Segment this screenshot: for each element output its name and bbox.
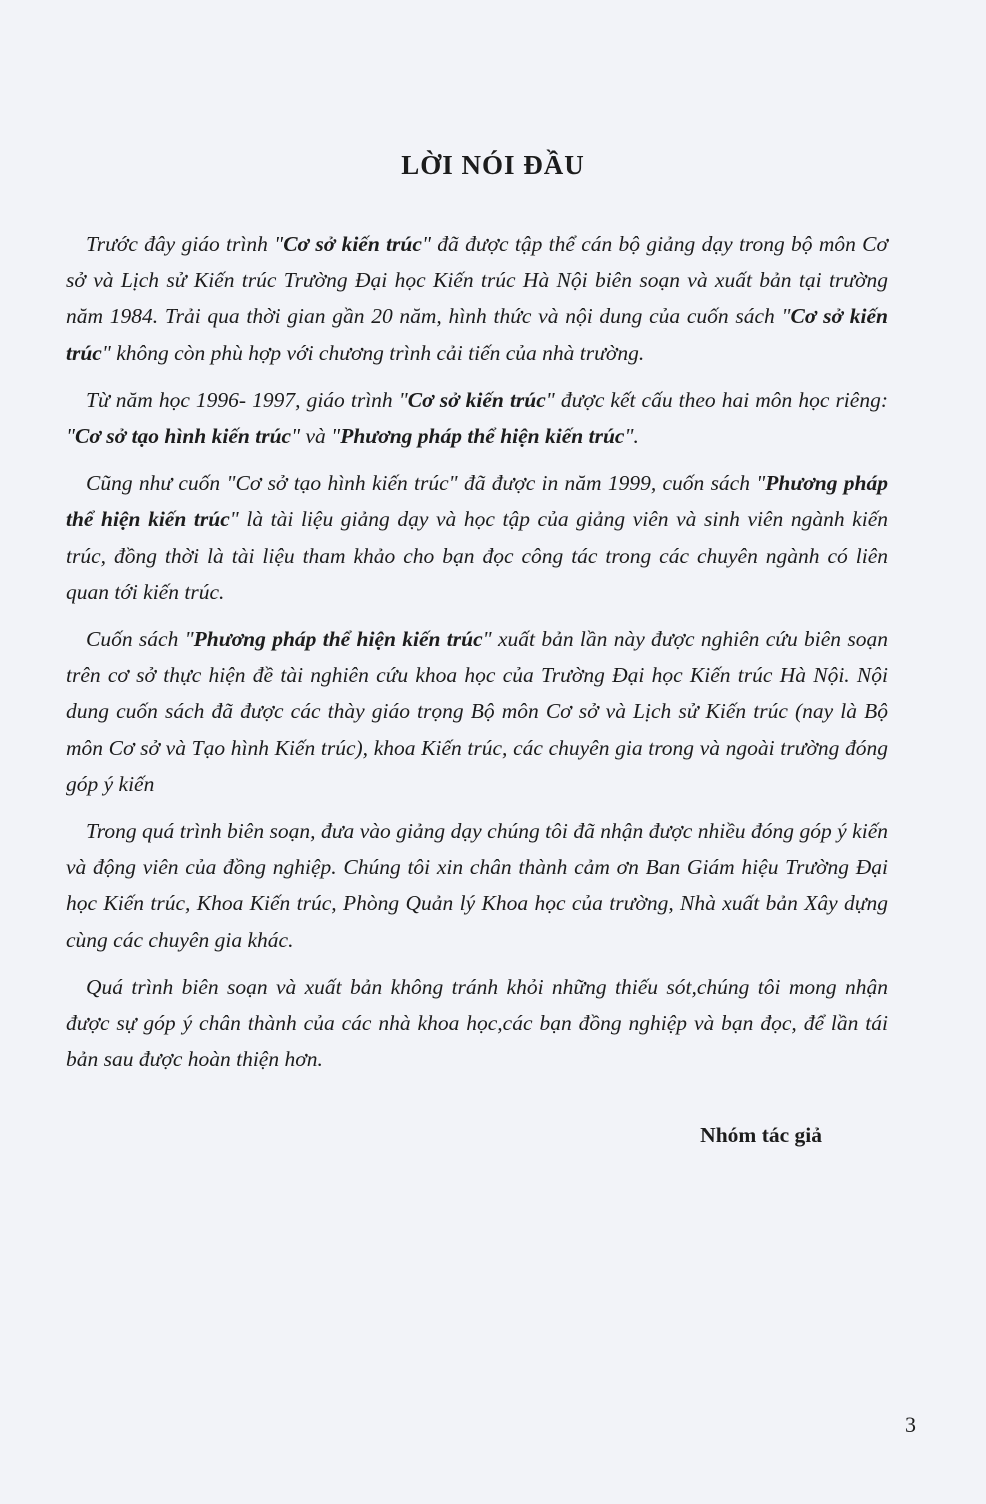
paragraph-6-text: Quá trình biên soạn và xuất bản không tránh khỏi những thiếu sót,chúng tôi mong nhận được sự góp ý chân thành của các nhà khoa học,các bạn đồng nghiệp và bạn đọc, để lần tái bản sau được hoàn thiện hơn. — [66, 974, 888, 1072]
preface-body — [66, 226, 888, 1088]
paragraph-5 — [66, 813, 888, 958]
paragraph-1 — [66, 226, 888, 371]
page-number: 3 — [905, 1412, 916, 1437]
paragraph-3-text: " là tài liệu giảng dạy và học tập của giảng viên và sinh viên ngành kiến trúc, đồng thời là tài liệu tham khảo cho bạn đọc công tác trong các chuyên ngành có liên quan tới kiến trúc. — [66, 507, 888, 604]
paragraph-4 — [66, 621, 888, 802]
paragraph-2-text: Từ năm học 1996- 1997, giáo trình " — [86, 387, 408, 412]
paragraph-1-bold-title: Cơ sở kiến trúc — [66, 304, 888, 365]
paragraph-3 — [66, 465, 888, 610]
paragraph-6 — [66, 969, 888, 1078]
paragraph-5-text: Trong quá trình biên soạn, đưa vào giảng dạy chúng tôi đã nhận được nhiều đóng góp ý kiến và động viên của đồng nghiệp. Chúng tôi xin chân thành cảm ơn Ban Giám hiệu Trường Đại học Kiến trúc, Khoa Kiến trúc, Phòng Quản lý Khoa học của trường, Nhà xuất bản Xây dựng cùng các chuyên gia khác. — [66, 819, 888, 952]
paragraph-2-bold-title: Phương pháp thể hiện kiến trúc — [340, 424, 625, 449]
author-signature: Nhóm tác giả — [700, 1123, 822, 1147]
paragraph-3-bold-title: Phương pháp thể hiện kiến trúc — [66, 471, 888, 532]
paragraph-1-text: " không còn phù hợp với chương trình cải tiến của nhà trường. — [101, 340, 645, 365]
paragraph-2-bold-title: Cơ sở kiến trúc — [407, 387, 546, 412]
paragraph-4-text: " xuất bản lần này được nghiên cứu biên soạn trên cơ sở thực hiện đề tài nghiên cứu khoa học của Trường Đại học Kiến trúc Hà Nội. Nội dung cuốn sách đã được các thày giáo trọng Bộ môn Cơ sở và Lịch sử Kiến trúc (nay là Bộ môn Cơ sở và Tạo hình Kiến trúc), khoa Kiến trúc, các chuyên gia trong và ngoài trường đóng góp ý kiến — [66, 627, 888, 796]
paragraph-4-bold-title: Phương pháp thể hiện kiến trúc — [193, 627, 483, 652]
paragraph-2-text: " được kết cấu theo hai môn học riêng: " — [66, 387, 888, 449]
paragraph-1-text: Trước đây giáo trình " — [86, 232, 284, 256]
paragraph-4-text: Cuốn sách " — [86, 627, 194, 652]
paragraph-1-bold-title: Cơ sở kiến trúc — [283, 232, 422, 256]
paragraph-1-text: " đã được tập thể cán bộ giảng dạy trong bộ môn Cơ sở và Lịch sử Kiến trúc Trường Đại học Kiến trúc Hà Nội biên soạn và xuất bản tại trường năm 1984. Trải qua thời gian gần 20 năm, hình thức và nội dung của cuốn sách " — [66, 232, 888, 329]
paragraph-3-text: Cũng như cuốn "Cơ sở tạo hình kiến trúc" đã được in năm 1999, cuốn sách " — [86, 471, 766, 496]
paragraph-2 — [66, 382, 888, 454]
paragraph-2-bold-title: Cơ sở tạo hình kiến trúc — [75, 424, 292, 449]
paragraph-2-text: " và " — [291, 424, 341, 449]
paragraph-2-text: ". — [624, 424, 639, 449]
page-title: LỜI NÓI ĐẦU — [401, 150, 585, 180]
